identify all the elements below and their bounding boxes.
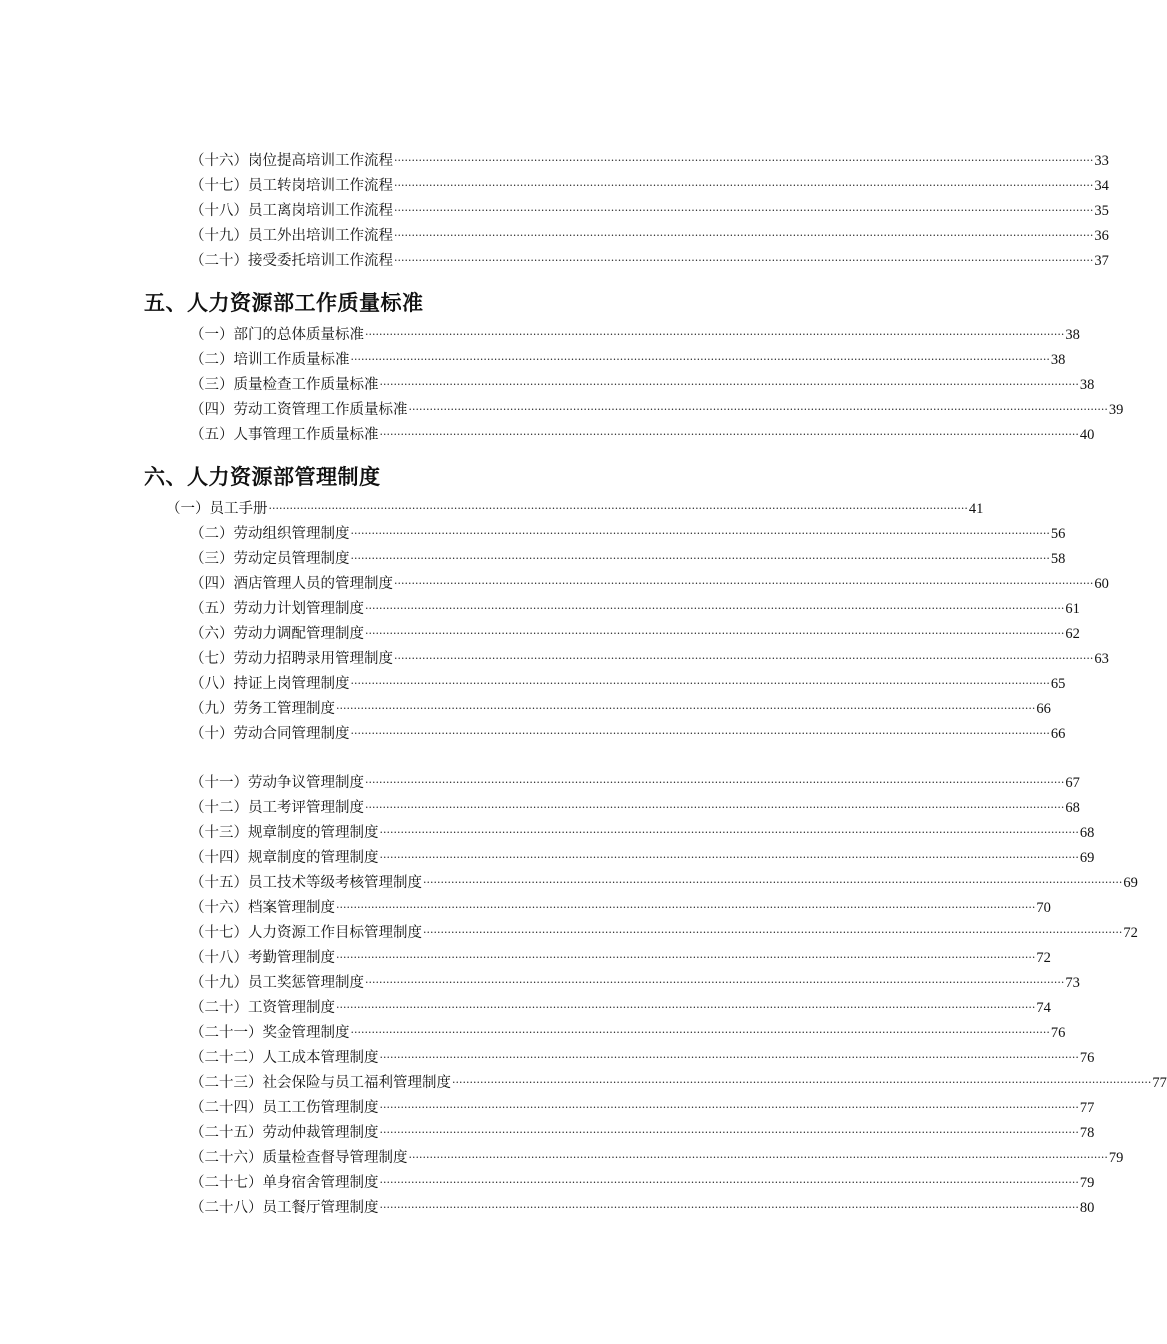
- toc-entry-page: 60: [1094, 576, 1109, 592]
- toc-entry[interactable]: [190, 323, 1080, 348]
- toc-entry[interactable]: [190, 547, 1066, 572]
- toc-entry-page: 66: [1036, 701, 1051, 717]
- toc-entry[interactable]: [190, 1121, 1095, 1146]
- toc-entry[interactable]: [190, 572, 1109, 597]
- leader-dots: ········································································································································································································: [365, 776, 1065, 789]
- toc-entry-page: 67: [1065, 775, 1080, 791]
- toc-entry-label: （四）劳动工资管理工作质量标准: [190, 402, 408, 418]
- toc-entry-page: 73: [1065, 975, 1080, 991]
- leader-dots: ········································································································································································································: [336, 702, 1036, 715]
- toc-entry-page: 66: [1050, 726, 1066, 742]
- toc-entry-page: 41: [968, 501, 984, 517]
- leader-dots: ········································································································································································································: [408, 1151, 1108, 1164]
- toc-entry-label: （二十七）单身宿舍管理制度: [190, 1175, 379, 1191]
- leader-dots: ········································································································································································································: [379, 851, 1079, 864]
- toc-entry[interactable]: [190, 846, 1095, 871]
- toc-entry-page: 78: [1079, 1125, 1095, 1141]
- toc-entry-page: 36: [1094, 228, 1109, 244]
- toc-entry-page: 69: [1079, 850, 1095, 866]
- toc-entry[interactable]: [190, 1146, 1124, 1171]
- leader-dots: ········································································································································································································: [394, 577, 1094, 590]
- toc-entry-label: （七）劳动力招聘录用管理制度: [190, 651, 393, 667]
- toc-entry-label: （十七）员工转岗培训工作流程: [190, 178, 393, 194]
- toc-entry-page: 80: [1079, 1200, 1095, 1216]
- toc-entry[interactable]: [190, 199, 1109, 224]
- toc-entry-page: 40: [1079, 427, 1095, 443]
- toc-entry[interactable]: [190, 921, 1138, 946]
- toc-entry[interactable]: [190, 1046, 1095, 1071]
- toc-entry-page: 61: [1065, 601, 1080, 617]
- toc-entry-page: 72: [1123, 925, 1138, 941]
- toc-entry[interactable]: [190, 996, 1051, 1021]
- toc-entry-page: 68: [1065, 800, 1080, 816]
- toc-entry-page: 35: [1094, 203, 1109, 219]
- leader-dots: ········································································································································································································: [379, 1201, 1079, 1214]
- toc-entry-page: 62: [1065, 626, 1080, 642]
- leader-dots: ········································································································································································································: [408, 403, 1108, 416]
- leader-dots: ········································································································································································································: [423, 926, 1123, 939]
- toc-entry-page: 58: [1050, 551, 1066, 567]
- leader-dots: ········································································································································································································: [394, 179, 1094, 192]
- leader-dots: ········································································································································································································: [394, 652, 1094, 665]
- toc-entry[interactable]: [190, 398, 1124, 423]
- toc-entry-page: 63: [1094, 651, 1109, 667]
- leader-dots: ········································································································································································································: [268, 502, 968, 515]
- toc-entry[interactable]: [190, 522, 1066, 547]
- section-heading[interactable]: 五、人力资源部工作质量标准: [144, 291, 424, 315]
- leader-dots: ········································································································································································································: [336, 951, 1036, 964]
- toc-entry[interactable]: [190, 971, 1080, 996]
- leader-dots: ········································································································································································································: [365, 328, 1065, 341]
- toc-entry-label: （八）持证上岗管理制度: [190, 676, 350, 692]
- toc-entry-label: （一）部门的总体质量标准: [190, 327, 364, 343]
- toc-entry-label: （四）酒店管理人员的管理制度: [190, 576, 393, 592]
- toc-entry-label: （十五）员工技术等级考核管理制度: [190, 875, 422, 891]
- toc-entry-page: 77: [1152, 1075, 1167, 1091]
- toc-entry[interactable]: [190, 149, 1109, 174]
- leader-dots: ········································································································································································································: [379, 1176, 1079, 1189]
- leader-dots: ········································································································································································································: [394, 204, 1094, 217]
- toc-entry-page: 39: [1108, 402, 1124, 418]
- leader-dots: ········································································································································································································: [350, 1026, 1050, 1039]
- toc-entry-label: （二十二）人工成本管理制度: [190, 1050, 379, 1066]
- toc-entry[interactable]: [190, 224, 1109, 249]
- toc-entry-page: 38: [1079, 377, 1095, 393]
- leader-dots: ········································································································································································································: [379, 428, 1079, 441]
- toc-entry[interactable]: [190, 348, 1066, 373]
- toc-entry-label: （十一）劳动争议管理制度: [190, 775, 364, 791]
- leader-dots: ········································································································································································································: [423, 876, 1123, 889]
- toc-entry-label: （十八）考勤管理制度: [190, 950, 335, 966]
- toc-entry-label: （十六）档案管理制度: [190, 900, 335, 916]
- leader-dots: ········································································································································································································: [379, 1101, 1079, 1114]
- toc-entry-label: （二十六）质量检查督导管理制度: [190, 1150, 408, 1166]
- leader-dots: ········································································································································································································: [394, 229, 1094, 242]
- leader-dots: ········································································································································································································: [379, 378, 1079, 391]
- toc-entry-page: 74: [1036, 1000, 1051, 1016]
- toc-entry[interactable]: [190, 597, 1080, 622]
- toc-entry-page: 76: [1079, 1050, 1095, 1066]
- toc-entry-label: （十九）员工外出培训工作流程: [190, 228, 393, 244]
- toc-entry[interactable]: [166, 497, 984, 522]
- toc-entry-page: 79: [1079, 1175, 1095, 1191]
- toc-entry-page: 38: [1050, 352, 1066, 368]
- toc-entry[interactable]: [190, 896, 1051, 921]
- toc-entry-label: （五）人事管理工作质量标准: [190, 427, 379, 443]
- toc-entry-page: 76: [1050, 1025, 1066, 1041]
- toc-entry-label: （三）劳动定员管理制度: [190, 551, 350, 567]
- leader-dots: ········································································································································································································: [350, 677, 1050, 690]
- leader-dots: ········································································································································································································: [379, 1051, 1079, 1064]
- leader-dots: ········································································································································································································: [379, 1126, 1079, 1139]
- leader-dots: ········································································································································································································: [379, 826, 1079, 839]
- toc-entry[interactable]: [190, 174, 1109, 199]
- leader-dots: ········································································································································································································: [350, 727, 1050, 740]
- toc-entry-label: （十三）规章制度的管理制度: [190, 825, 379, 841]
- toc-entry-label: （十二）员工考评管理制度: [190, 800, 364, 816]
- leader-dots: ········································································································································································································: [365, 801, 1065, 814]
- toc-entry-label: （二十五）劳动仲裁管理制度: [190, 1125, 379, 1141]
- toc-entry-page: 70: [1036, 900, 1051, 916]
- toc-entry[interactable]: [190, 722, 1066, 747]
- leader-dots: ········································································································································································································: [365, 976, 1065, 989]
- toc-entry-page: 79: [1108, 1150, 1124, 1166]
- toc-entry-label: （一）员工手册: [166, 501, 268, 517]
- leader-dots: ········································································································································································································: [350, 353, 1050, 366]
- leader-dots: ········································································································································································································: [350, 552, 1050, 565]
- toc-entry-page: 72: [1036, 950, 1051, 966]
- toc-entry-label: （二十四）员工工伤管理制度: [190, 1100, 379, 1116]
- toc-entry-label: （十八）员工离岗培训工作流程: [190, 203, 393, 219]
- toc-entry-label: （六）劳动力调配管理制度: [190, 626, 364, 642]
- toc-entry-label: （九）劳务工管理制度: [190, 701, 335, 717]
- toc-entry-page: 34: [1094, 178, 1109, 194]
- toc-entry-page: 69: [1123, 875, 1138, 891]
- toc-entry[interactable]: [190, 1021, 1066, 1046]
- toc-entry[interactable]: [190, 1096, 1095, 1121]
- toc-entry-label: （二十八）员工餐厅管理制度: [190, 1200, 379, 1216]
- toc-entry[interactable]: [190, 697, 1051, 722]
- toc-entry-page: 56: [1050, 526, 1066, 542]
- toc-entry-label: （五）劳动力计划管理制度: [190, 601, 364, 617]
- toc-entry-label: （二十）工资管理制度: [190, 1000, 335, 1016]
- toc-entry-page: 68: [1079, 825, 1095, 841]
- leader-dots: ········································································································································································································: [365, 602, 1065, 615]
- toc-entry[interactable]: [190, 771, 1080, 796]
- toc-entry-label: （十）劳动合同管理制度: [190, 726, 350, 742]
- toc-entry-page: 65: [1050, 676, 1066, 692]
- toc-entry[interactable]: [190, 622, 1080, 647]
- leader-dots: ········································································································································································································: [336, 1001, 1036, 1014]
- section-heading[interactable]: 六、人力资源部管理制度: [144, 465, 381, 489]
- toc-entry[interactable]: [190, 1171, 1095, 1196]
- leader-dots: ········································································································································································································: [365, 627, 1065, 640]
- toc-entry[interactable]: [190, 672, 1066, 697]
- leader-dots: ········································································································································································································: [336, 901, 1036, 914]
- toc-entry-label: （二）培训工作质量标准: [190, 352, 350, 368]
- toc-entry-label: （三）质量检查工作质量标准: [190, 377, 379, 393]
- leader-dots: ········································································································································································································: [350, 527, 1050, 540]
- toc-entry-label: （十四）规章制度的管理制度: [190, 850, 379, 866]
- toc-entry[interactable]: [190, 423, 1095, 448]
- leader-dots: ········································································································································································································: [394, 154, 1094, 167]
- toc-entry[interactable]: [190, 1071, 1167, 1096]
- toc-entry-label: （二十一）奖金管理制度: [190, 1025, 350, 1041]
- leader-dots: ········································································································································································································: [394, 254, 1094, 267]
- toc-entry[interactable]: [190, 1196, 1095, 1221]
- toc-entry-label: （十六）岗位提高培训工作流程: [190, 153, 393, 169]
- toc-entry[interactable]: [190, 796, 1080, 821]
- toc-entry-page: 37: [1094, 253, 1109, 269]
- toc-entry-label: （二）劳动组织管理制度: [190, 526, 350, 542]
- toc-entry-label: （十九）员工奖惩管理制度: [190, 975, 364, 991]
- toc-entry-label: （十七）人力资源工作目标管理制度: [190, 925, 422, 941]
- toc-entry-label: （二十三）社会保险与员工福利管理制度: [190, 1075, 451, 1091]
- leader-dots: ········································································································································································································: [452, 1076, 1152, 1089]
- toc-entry-page: 38: [1065, 327, 1080, 343]
- toc-entry[interactable]: [190, 871, 1138, 896]
- toc-entry[interactable]: [190, 821, 1095, 846]
- toc-entry[interactable]: [190, 946, 1051, 971]
- toc-entry[interactable]: [190, 647, 1109, 672]
- toc-entry-page: 33: [1094, 153, 1109, 169]
- toc-entry-page: 77: [1079, 1100, 1095, 1116]
- toc-entry-label: （二十）接受委托培训工作流程: [190, 253, 393, 269]
- toc-entry[interactable]: [190, 373, 1095, 398]
- toc-entry[interactable]: [190, 249, 1109, 274]
